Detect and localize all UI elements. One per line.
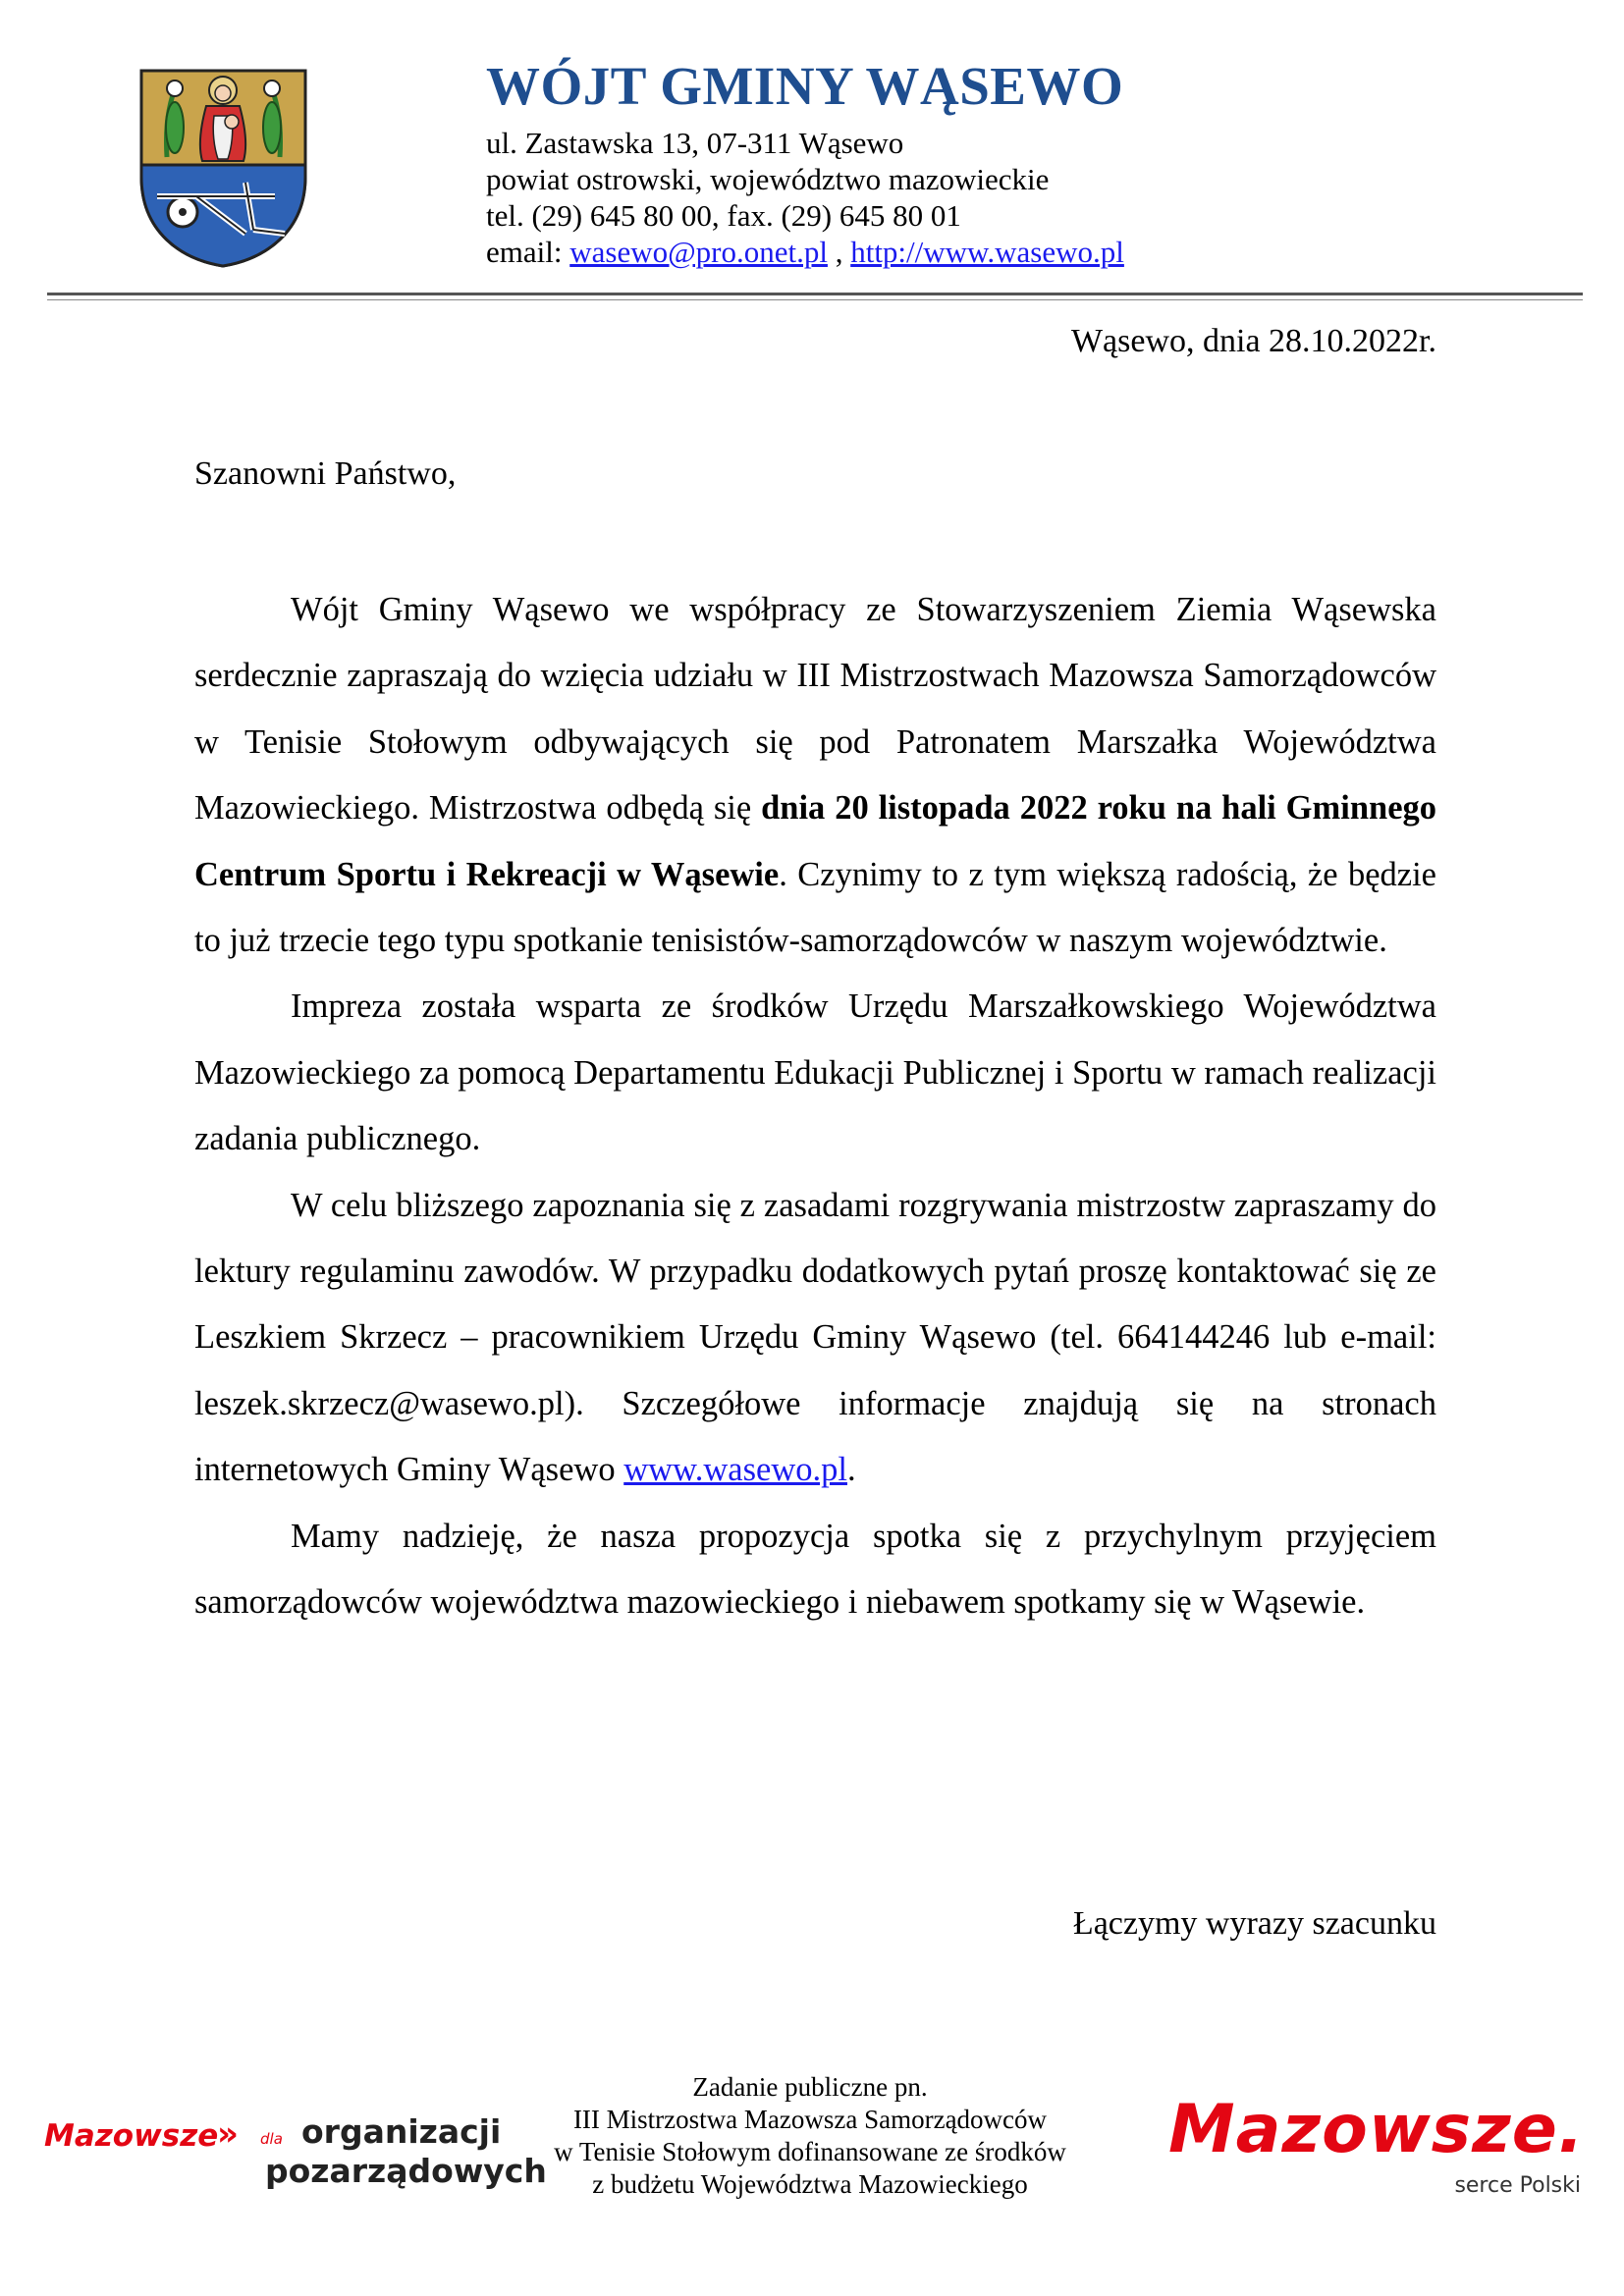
paragraph-invitation xyxy=(194,577,1436,974)
mazowsze-serce-polski-logo xyxy=(1168,2091,1600,2218)
email-label: email: xyxy=(486,235,563,269)
address-line: ul. Zastawska 13, 07-311 Wąsewo xyxy=(486,126,904,160)
chevron-icon: » xyxy=(217,2114,239,2154)
paragraph-funding: Impreza została wsparta ze środków Urzędu Marszałkowskiego Województwa Mazowieckiego za pomocą Departamentu Edukacji Publicznej i Sportu w ramach realizacji zadania publicznego. xyxy=(194,988,1436,1158)
funding-note-line: z budżetu Województwa Mazowieckiego xyxy=(592,2169,1028,2199)
letter-body xyxy=(194,577,1436,1636)
closing-line: Łączymy wyrazy szacunku xyxy=(1072,1905,1436,1942)
wasewo-website-link[interactable]: www.wasewo.pl xyxy=(623,1451,847,1489)
logo-brand-text: Mazowsze xyxy=(44,2118,219,2154)
event-date-location: dnia 20 listopada 2022 roku na hali Gminnego Centrum Sportu i Rekreacji w Wąsewie xyxy=(194,789,1437,893)
logo-brand-text: Mazowsze. xyxy=(1168,2091,1585,2168)
logo-dla-text: dla xyxy=(260,2130,283,2148)
paragraph-text: . xyxy=(846,1451,856,1489)
coat-of-arms-icon xyxy=(137,67,309,268)
paragraph-text: W celu bliższego zapoznania się z zasadami rozgrywania mistrzostw zapraszamy do lektury regulaminu zawodów. W przypadku dodatkowych pytań proszę kontaktować się ze Leszkiem Skrzecz – pracownikiem Urzędu Gminy Wąsewo (tel. 664144246 lub e-mail: leszek.skrzecz@wasewo.pl). Szczegółowe informacje znajdują się na stronach internetowych Gminy Wąsewo xyxy=(194,1186,1436,1489)
funding-note-line: III Mistrzostwa Mazowsza Samorządowców xyxy=(572,2105,1048,2134)
salutation: Szanowni Państwo, xyxy=(194,455,457,492)
paragraph-text: . Czynimy to z tym większą radością, że będzie to już trzecie tego typu spotkanie tenisistów-samorządowców w naszym województwie. xyxy=(194,855,1436,960)
paragraph-text: Wójt Gminy Wąsewo we współpracy ze Stowarzyszeniem Ziemia Wąsewska serdecznie zapraszają do wzięcia udziału w III Mistrzostwach Mazowsza Samorządowców w Tenisie Stołowym odbywających się pod Patronatem Marszałka Województwa Mazowieckiego. Mistrzostwa odbędą się xyxy=(194,591,1436,828)
header-divider-thin xyxy=(47,299,1583,300)
header-divider xyxy=(47,293,1583,295)
letter-date: Wąsewo, dnia 28.10.2022r. xyxy=(1070,323,1436,359)
phone-fax: tel. (29) 645 80 00, fax. (29) 645 80 01 xyxy=(486,198,961,233)
logo-line2: pozarządowych xyxy=(265,2152,547,2190)
link-separator: , xyxy=(835,235,843,269)
paragraph-hope: Mamy nadzieję, że nasza propozycja spotka się z przychylnym przyjęciem samorządowców województwa mazowieckiego i niebawem spotkamy się w Wąsewie. xyxy=(194,1517,1436,1622)
funding-note-line: Zadanie publiczne pn. xyxy=(692,2072,928,2102)
email-link[interactable]: wasewo@pro.onet.pl xyxy=(569,235,828,269)
funding-note xyxy=(511,2071,1110,2201)
address-region: powiat ostrowski, województwo mazowieckie xyxy=(486,162,1050,196)
contact-links xyxy=(486,234,1124,270)
header-title: WÓJT GMINY WĄSEWO xyxy=(486,56,1124,116)
paragraph-contact xyxy=(194,1173,1436,1504)
logo-line1: organizacji xyxy=(301,2112,502,2151)
mazowsze-ngo-logo xyxy=(44,2110,547,2195)
logo-tagline: serce Polski xyxy=(1454,2173,1581,2198)
website-link[interactable]: http://www.wasewo.pl xyxy=(850,235,1124,269)
funding-note-line: w Tenisie Stołowym dofinansowane ze środków xyxy=(554,2137,1066,2166)
